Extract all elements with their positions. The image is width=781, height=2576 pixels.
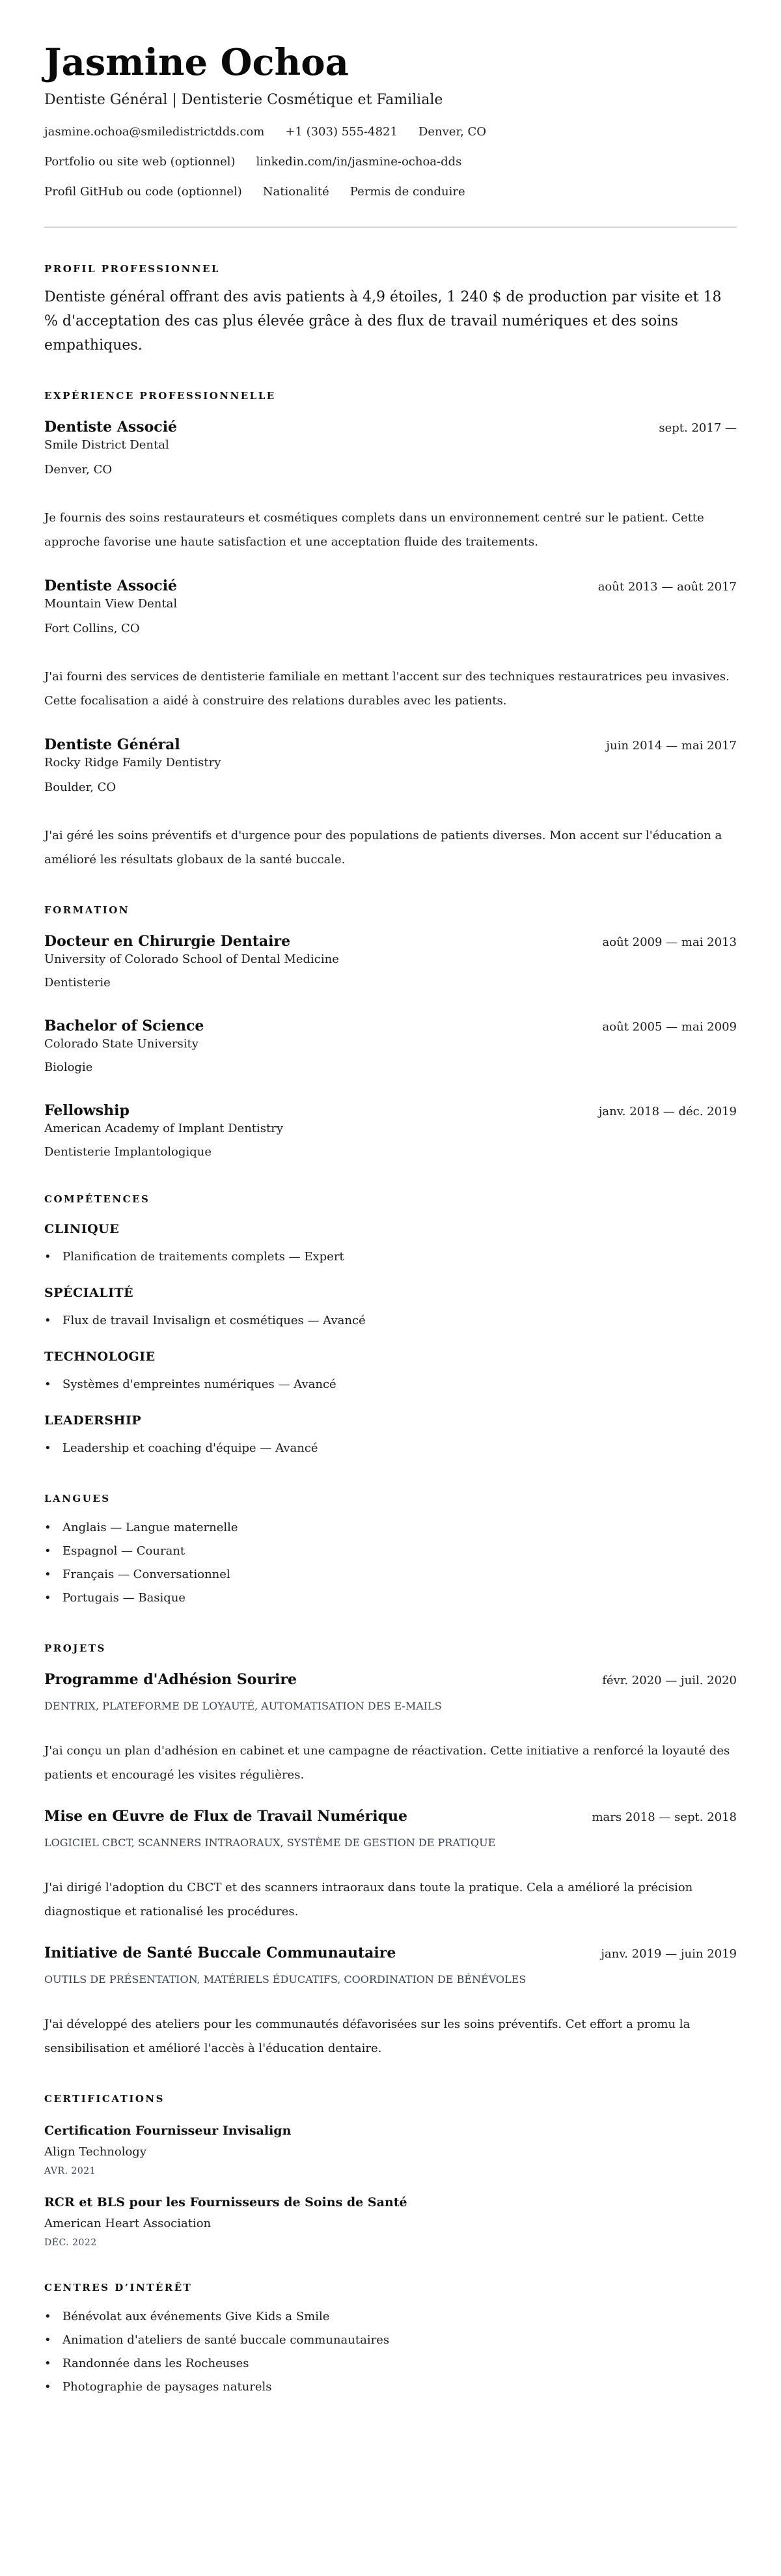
- field-of-study: Biologie: [44, 1060, 93, 1074]
- candidate-name: Jasmine Ochoa: [44, 41, 349, 84]
- language-item: • Espagnol — Courant: [44, 1540, 737, 1563]
- project-dates: janv. 2019 — juin 2019: [601, 1947, 737, 1961]
- job-description: J'ai géré les soins préventifs et d'urgence pour des populations de patients diverses. Mon accent sur l'éducation a amélioré les résultats globaux de la santé buccale.: [44, 829, 722, 866]
- field-of-study: Dentisterie Implantologique: [44, 1145, 212, 1159]
- skill-item: • Planification de traitements complets — Expert: [44, 1245, 737, 1269]
- school-name: American Academy of Implant Dentistry: [44, 1122, 284, 1135]
- education-entry: [44, 932, 737, 991]
- project-tags: OUTILS DE PRÉSENTATION, MATÉRIELS ÉDUCATIFS, COORDINATION DE BÉNÉVOLES: [44, 1973, 527, 1986]
- job-description: Je fournis des soins restaurateurs et cosmétiques complets dans un environnement centré sur le patient. Cette approche favorise une haute satisfaction et une acceptation fluide des traitements.: [44, 511, 704, 549]
- job-company: Smile District Dental: [44, 438, 169, 452]
- header-divider: [44, 227, 737, 228]
- job-description: J'ai fourni des services de dentisterie familiale en mettant l'accent sur des techniques restauratrices peu invasives. Cette focalisation a aidé à construire des relations durables avec les patients.: [44, 670, 730, 708]
- project-tags: DENTRIX, PLATEFORME DE LOYAUTÉ, AUTOMATISATION DES E-MAILS: [44, 1700, 442, 1712]
- contact-row: [44, 154, 737, 171]
- certification-issuer: American Heart Association: [44, 2217, 212, 2230]
- skill-group: [44, 1284, 737, 1333]
- project-name: Programme d'Adhésion Sourire: [44, 1671, 297, 1688]
- certification-issuer: Align Technology: [44, 2145, 146, 2159]
- language-item: • Français — Conversationnel: [44, 1563, 737, 1586]
- contact-linkedin[interactable]: linkedin.com/in/jasmine-ochoa-dds: [256, 155, 462, 169]
- projects-section: [44, 1641, 737, 2060]
- language-item: • Anglais — Langue maternelle: [44, 1516, 737, 1540]
- education-entry: [44, 1016, 737, 1076]
- contact-location: Denver, CO: [418, 125, 487, 139]
- job-role: Dentiste Associé: [44, 577, 178, 594]
- project-entry: [44, 1943, 737, 2060]
- interests-section: [44, 2280, 737, 2399]
- contact-driving-license: Permis de conduire: [349, 185, 465, 199]
- languages-section: [44, 1491, 737, 1610]
- degree-name: Fellowship: [44, 1102, 130, 1119]
- job-role: Dentiste Général: [44, 736, 180, 753]
- field-of-study: Dentisterie: [44, 976, 111, 990]
- summary-section: [44, 262, 737, 357]
- skill-item: • Systèmes d'empreintes numériques — Avancé: [44, 1373, 737, 1396]
- skill-category: TECHNOLOGIE: [44, 1350, 156, 1364]
- resume-header: [44, 40, 737, 228]
- project-description: J'ai conçu un plan d'adhésion en cabinet et une campagne de réactivation. Cette initiative a renforcé la loyauté des patients et encouragé les visites régulières.: [44, 1744, 730, 1782]
- job-location: Fort Collins, CO: [44, 622, 140, 635]
- project-description: J'ai développé des ateliers pour les communautés défavorisées sur les soins préventifs. Cet effort a promu la sensibilisation et amélioré l'accès à l'éducation dentaire.: [44, 2017, 691, 2055]
- section-title: EXPÉRIENCE PROFESSIONNELLE: [44, 390, 276, 402]
- certification-name: Certification Fournisseur Invisalign: [44, 2124, 292, 2138]
- job-company: Mountain View Dental: [44, 597, 178, 611]
- project-entry: [44, 1807, 737, 1924]
- interest-item: • Randonnée dans les Rocheuses: [44, 2352, 737, 2375]
- job-role: Dentiste Associé: [44, 419, 178, 436]
- certifications-section: [44, 2092, 737, 2249]
- school-name: University of Colorado School of Dental Medicine: [44, 952, 339, 966]
- skill-group: [44, 1412, 737, 1460]
- project-tags: LOGICIEL CBCT, SCANNERS INTRAORAUX, SYSTÈME DE GESTION DE PRATIQUE: [44, 1836, 496, 1849]
- job-company: Rocky Ridge Family Dentistry: [44, 756, 221, 769]
- contact-portfolio[interactable]: Portfolio ou site web (optionnel): [44, 155, 236, 169]
- skill-category: SPÉCIALITÉ: [44, 1286, 134, 1300]
- section-title: CERTIFICATIONS: [44, 2093, 165, 2105]
- certification-date: AVR. 2021: [44, 2166, 96, 2176]
- section-title: PROJETS: [44, 1642, 106, 1654]
- skill-category: CLINIQUE: [44, 1222, 120, 1236]
- candidate-headline: Dentiste Général | Dentisterie Cosmétique et Familiale: [44, 92, 443, 108]
- degree-name: Bachelor of Science: [44, 1018, 204, 1034]
- contact-row: [44, 184, 737, 201]
- school-name: Colorado State University: [44, 1037, 199, 1051]
- project-dates: mars 2018 — sept. 2018: [592, 1810, 737, 1824]
- project-entry: [44, 1670, 737, 1787]
- project-name: Initiative de Santé Buccale Communautaire: [44, 1945, 396, 1961]
- skill-category: LEADERSHIP: [44, 1413, 142, 1428]
- language-item: • Portugais — Basique: [44, 1586, 737, 1610]
- project-name: Mise en Œuvre de Flux de Travail Numérique: [44, 1808, 407, 1825]
- interest-item: • Bénévolat aux événements Give Kids a Smile: [44, 2305, 737, 2329]
- skill-group: [44, 1348, 737, 1396]
- contact-email[interactable]: jasmine.ochoa@smiledistrictdds.com: [44, 125, 265, 139]
- experience-entry: [44, 735, 737, 872]
- education-dates: août 2005 — mai 2009: [602, 1020, 737, 1034]
- skill-item: • Leadership et coaching d'équipe — Avancé: [44, 1437, 737, 1460]
- section-title: PROFIL PROFESSIONNEL: [44, 263, 220, 275]
- experience-section: [44, 389, 737, 872]
- contact-phone[interactable]: +1 (303) 555-4821: [285, 125, 398, 139]
- education-dates: août 2009 — mai 2013: [602, 935, 737, 949]
- contact-github[interactable]: Profil GitHub ou code (optionnel): [44, 185, 242, 199]
- job-location: Denver, CO: [44, 463, 113, 477]
- job-dates: juin 2014 — mai 2017: [606, 739, 737, 753]
- contact-row: [44, 124, 737, 141]
- certification-entry: [44, 2122, 737, 2178]
- certification-entry: [44, 2193, 737, 2249]
- degree-name: Docteur en Chirurgie Dentaire: [44, 933, 291, 950]
- interest-item: • Animation d'ateliers de santé buccale communautaires: [44, 2329, 737, 2352]
- summary-text: Dentiste général offrant des avis patients à 4,9 étoiles, 1 240 $ de production par visite et 18 % d'acceptation des cas plus élevée grâce à des flux de travail numériques et des soins empathiques.: [44, 289, 722, 353]
- education-entry: [44, 1101, 737, 1161]
- education-section: [44, 903, 737, 1161]
- job-location: Boulder, CO: [44, 781, 116, 794]
- project-dates: févr. 2020 — juil. 2020: [602, 1674, 737, 1687]
- experience-entry: [44, 576, 737, 713]
- job-dates: août 2013 — août 2017: [597, 580, 737, 594]
- education-dates: janv. 2018 — déc. 2019: [598, 1105, 737, 1118]
- section-title: COMPÉTENCES: [44, 1193, 150, 1205]
- certification-date: DÉC. 2022: [44, 2237, 97, 2248]
- contact-nationality: Nationalité: [262, 185, 329, 199]
- project-description: J'ai dirigé l'adoption du CBCT et des scanners intraoraux dans toute la pratique. Cela a amélioré la précision diagnostique et rationalisé les procédures.: [44, 1881, 693, 1918]
- section-title: FORMATION: [44, 904, 130, 916]
- certification-name: RCR et BLS pour les Fournisseurs de Soins de Santé: [44, 2195, 407, 2209]
- experience-entry: [44, 417, 737, 554]
- skill-group: [44, 1221, 737, 1269]
- skills-section: [44, 1192, 737, 1460]
- section-title: CENTRES D’INTÉRÊT: [44, 2282, 193, 2293]
- skill-item: • Flux de travail Invisalign et cosmétiques — Avancé: [44, 1309, 737, 1333]
- section-title: LANGUES: [44, 1493, 111, 1504]
- interest-item: • Photographie de paysages naturels: [44, 2375, 737, 2399]
- job-dates: sept. 2017 —: [659, 421, 737, 435]
